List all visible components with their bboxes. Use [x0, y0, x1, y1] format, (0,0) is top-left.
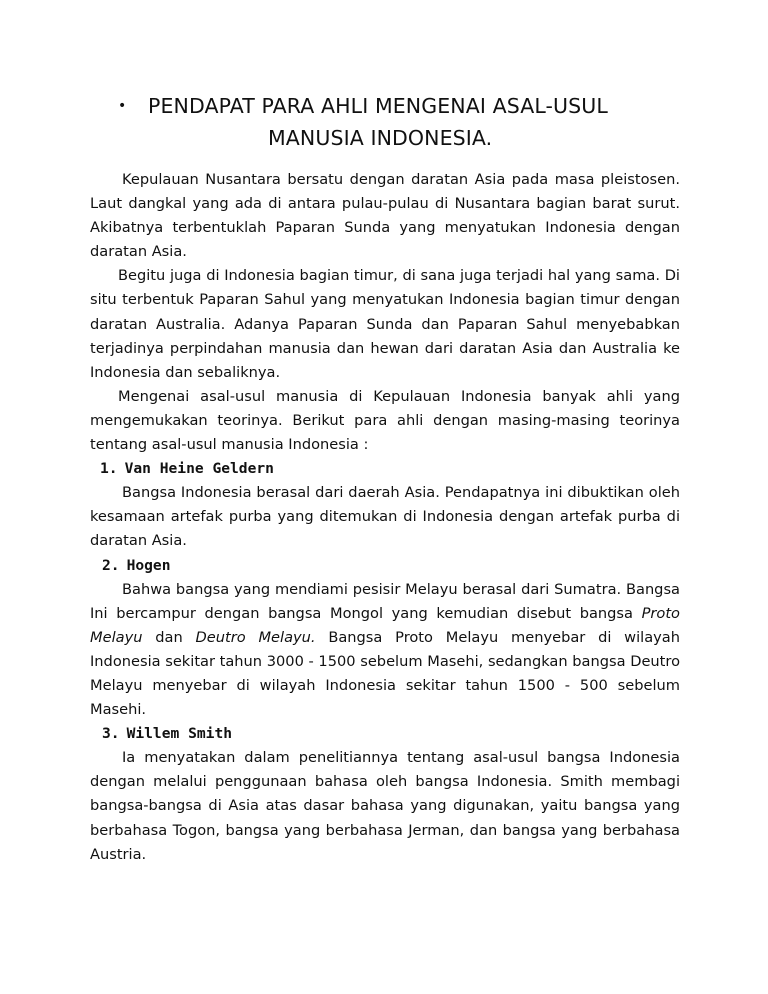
expert-heading-3 [90, 722, 680, 746]
expert-number: 1. [100, 460, 118, 478]
expert-heading-1 [90, 457, 680, 481]
document-body [90, 168, 680, 867]
expert-heading-2 [90, 554, 680, 578]
expert-text-2 [90, 578, 680, 723]
expert-number: 3. [102, 725, 120, 743]
title-line-2: MANUSIA INDONESIA. [268, 126, 493, 150]
title-line-1 [118, 90, 608, 122]
bullet-icon: • [118, 98, 127, 114]
term-deutro-melayu: Deutro Melayu. [195, 628, 316, 646]
expert-text-2c: Bangsa Proto Melayu menyebar di wilayah Indonesia sekitar tahun 3000 - 1500 sebelum Masehi, sedangkan bangsa Deutro Melayu menyebar di wilayah Indonesia sekitar tahun 1500 - 500 sebelum Masehi. [90, 628, 680, 719]
expert-text-2b: dan [142, 628, 196, 646]
expert-text-3: Ia menyatakan dalam penelitiannya tentang asal-usul bangsa Indonesia dengan melalui penggunaan bahasa oleh bangsa Indonesia. Smith membagi bangsa-bangsa di Asia atas dasar bahasa yang digunakan, yaitu bangsa yang berbahasa Togon, bangsa yang berbahasa Jerman, dan bangsa yang berbahasa Austria. [90, 749, 680, 863]
intro-paragraph-1: Kepulauan Nusantara bersatu dengan daratan Asia pada masa pleistosen. Laut dangkal yang ada di antara pulau-pulau di Nusantara bagian barat surut. Akibatnya terbentuklah Paparan Sunda yang menyatukan Indonesia dengan daratan Asia. [90, 171, 680, 261]
expert-name: Van Heine Geldern [124, 460, 274, 478]
intro-paragraph-3: Mengenai asal-usul manusia di Kepulauan Indonesia banyak ahli yang mengemukakan teorinya. Berikut para ahli dengan masing-masing teorinya tentang asal-usul manusia Indonesia : [90, 387, 680, 454]
expert-text-2a: Bahwa bangsa yang mendiami pesisir Melayu berasal dari Sumatra. Bangsa Ini bercampur dengan bangsa Mongol yang kemudian disebut bangsa [90, 580, 680, 622]
expert-text-1: Bangsa Indonesia berasal dari daerah Asia. Pendapatnya ini dibuktikan oleh kesamaan artefak purba yang ditemukan di Indonesia dengan artefak purba di daratan Asia. [90, 484, 680, 550]
title-text-1: PENDAPAT PARA AHLI MENGENAI ASAL-USUL [148, 94, 608, 118]
expert-name: Hogen [126, 556, 171, 574]
expert-number: 2. [102, 556, 120, 574]
expert-name: Willem Smith [126, 725, 233, 743]
intro-paragraph-2: Begitu juga di Indonesia bagian timur, di sana juga terjadi hal yang sama. Di situ terbentuk Paparan Sahul yang menyatukan Indonesia bagian timur dengan daratan Australia. Adanya Paparan Sunda dan Paparan Sahul menyebabkan terjadinya perpindahan manusia dan hewan dari daratan Asia dan Australia ke Indonesia dan sebaliknya. [90, 267, 680, 381]
term-proto-melayu: Proto Melayu [90, 604, 680, 646]
